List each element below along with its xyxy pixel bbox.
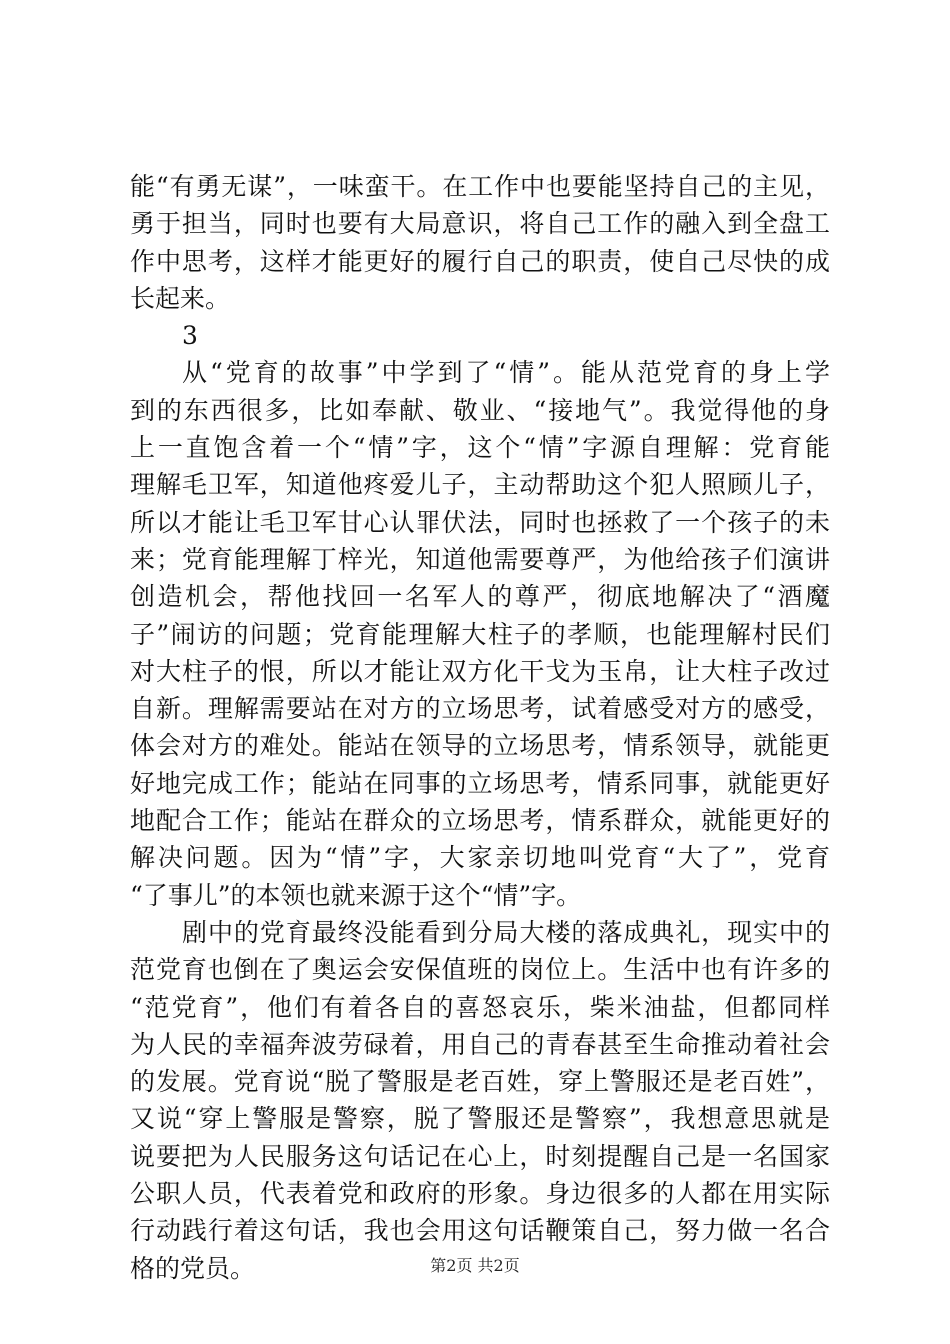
text-line: 为人民的幸福奔波劳碌着，用自己的青春甚至生命推动着社会 xyxy=(130,1029,830,1059)
text-line: 公职人员，代表着党和政府的形象。身边很多的人都在用实际 xyxy=(130,1179,830,1209)
text-line: 的发展。党育说“脱了警服是老百姓，穿上警服还是老百姓”， xyxy=(130,1067,830,1097)
page-footer xyxy=(0,1256,950,1276)
text-line: 子”闹访的问题；党育能理解大柱子的孝顺，也能理解村民们 xyxy=(130,619,830,649)
text-line: 又说“穿上警服是警察，脱了警服还是警察”，我想意思就是 xyxy=(130,1104,830,1134)
text-line: 能“有勇无谋”，一味蛮干。在工作中也要能坚持自己的主见， xyxy=(130,172,830,201)
text-line: 理解毛卫军，知道他疼爱儿子，主动帮助这个犯人照顾儿子， xyxy=(130,470,830,500)
text-line: 说要把为人民服务这句话记在心上，时刻提醒自己是一名国家 xyxy=(130,1141,830,1171)
text-line: 体会对方的难处。能站在领导的立场思考，情系领导，就能更 xyxy=(130,731,830,761)
text-line: 创造机会，帮他找回一名军人的尊严，彻底地解决了“酒魔 xyxy=(130,582,830,612)
text-line: 解决问题。因为“情”字，大家亲切地叫党育“大了”，党育 xyxy=(130,843,830,873)
text-line: 自新。理解需要站在对方的立场思考，试着感受对方的感受， xyxy=(130,694,830,724)
page-number: 第2页 共2页 xyxy=(430,1256,520,1275)
text-line: 作中思考，这样才能更好的履行自己的职责，使自己尽快的成 xyxy=(130,246,830,276)
text-line: 长起来。 xyxy=(130,283,231,313)
section-number xyxy=(130,317,830,354)
text-line: 勇于担当，同时也要有大局意识，将自己工作的融入到全盘工 xyxy=(130,209,830,239)
text-line: “了事儿”的本领也就来源于这个“情”字。 xyxy=(130,880,582,910)
text-line: 从“党育的故事”中学到了“情”。能从范党育的身上学 xyxy=(182,358,830,388)
text-line: 所以才能让毛卫军甘心认罪伏法，同时也拯救了一个孩子的未 xyxy=(130,507,830,537)
section-number-text: 3 xyxy=(182,321,198,351)
text-line: 上一直饱含着一个“情”字，这个“情”字源自理解：党育能 xyxy=(130,433,830,463)
text-line: 好地完成工作；能站在同事的立场思考，情系同事，就能更好 xyxy=(130,768,830,798)
text-line: 行动践行着这句话，我也会用这句话鞭策自己，努力做一名合 xyxy=(130,1216,830,1246)
paragraph-3 xyxy=(130,914,830,1287)
text-line: 到的东西很多，比如奉献、敬业、“接地气”。我觉得他的身 xyxy=(130,395,830,425)
text-line: 地配合工作；能站在群众的立场思考，情系群众，就能更好的 xyxy=(130,806,830,836)
paragraph-2 xyxy=(130,354,830,913)
text-line: 格的党员。 xyxy=(130,1253,256,1283)
paragraph-1 xyxy=(130,168,830,317)
document-body xyxy=(130,168,830,1287)
text-line: 来；党育能理解丁梓光，知道他需要尊严，为他给孩子们演讲 xyxy=(130,544,830,574)
text-line: 范党育也倒在了奥运会安保值班的岗位上。生活中也有许多的 xyxy=(130,955,830,985)
text-line: 对大柱子的恨，所以才能让双方化干戈为玉帛，让大柱子改过 xyxy=(130,656,830,686)
text-line: “范党育”，他们有着各自的喜怒哀乐，柴米油盐，但都同样 xyxy=(130,992,830,1022)
text-line: 剧中的党育最终没能看到分局大楼的落成典礼，现实中的 xyxy=(182,917,830,947)
